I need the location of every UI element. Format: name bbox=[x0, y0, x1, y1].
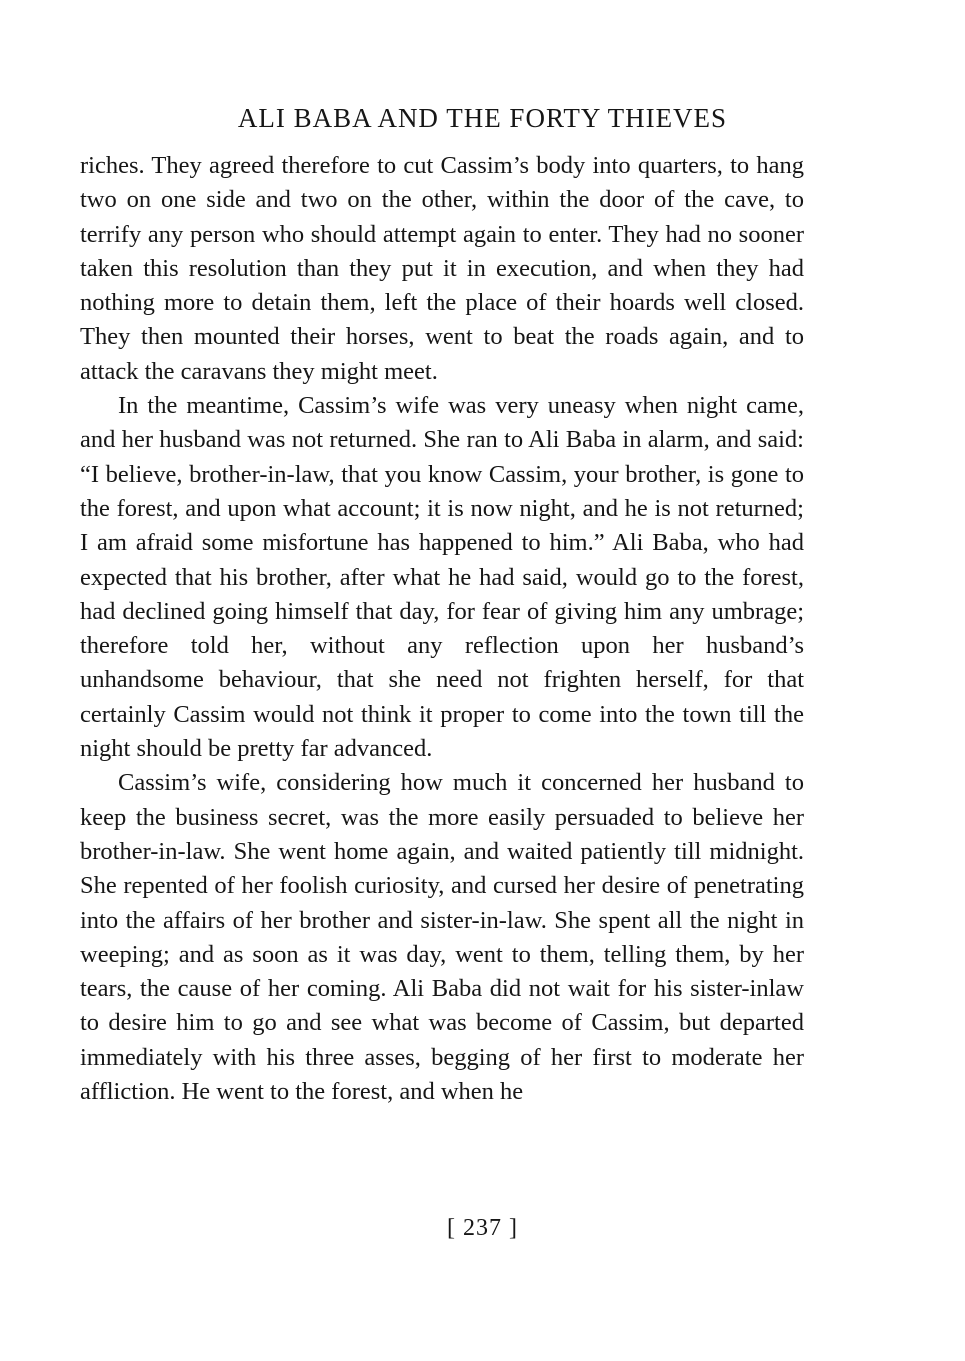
paragraph-2: In the meantime, Cassim’s wife was very uneasy when night came, and her husband was not returned. She ran to Ali Baba in alarm, and said: “I believe, brother-in-law, that you know Cassim, your brother, is gone to the forest, and upon what account; it is now night, and he is not returned; I am afraid some misfortune has happened to him.” Ali Baba, who had expected that his brother, after what he had said, would go to the forest, had declined going himself that day, for fear of giving him any umbrage; therefore told her, without any reflection upon her husband’s unhandsome behaviour, that she need not frighten herself, for that certainly Cassim would not think it proper to come into the town till the night should be pretty far advanced. bbox=[80, 392, 804, 763]
running-head-title: ALI BABA AND THE FORTY THIEVES bbox=[237, 103, 728, 133]
page-number: [ 237 ] bbox=[447, 1215, 518, 1241]
body-text bbox=[80, 149, 804, 1109]
paragraph-3: Cassim’s wife, considering how much it concerned her husband to keep the business secret, was the more easily persuaded to believe her brother-in-law. She went home again, and waited patiently till midnight. She repented of her foolish curiosity, and cursed her desire of penetrating into the affairs of her brother and sister-in-law. She spent all the night in weeping; and as soon as it was day, went to them, telling them, by her tears, the cause of her coming. Ali Baba did not wait for his sister-inlaw to desire him to go and see what was become of Cassim, but departed immediately with his three asses, begging of her first to moderate her affliction. He went to the forest, and when he bbox=[80, 769, 804, 1106]
paragraph-1: riches. They agreed therefore to cut Cassim’s body into quarters, to hang two on one side and two on the other, within the door of the cave, to terrify any person who should attempt again to enter. They had no sooner taken this resolution than they put it in execution, and when they had nothing more to detain them, left the place of their hoards well closed. They then mounted their horses, went to beat the roads again, and to attack the caravans they might meet. bbox=[80, 152, 804, 385]
